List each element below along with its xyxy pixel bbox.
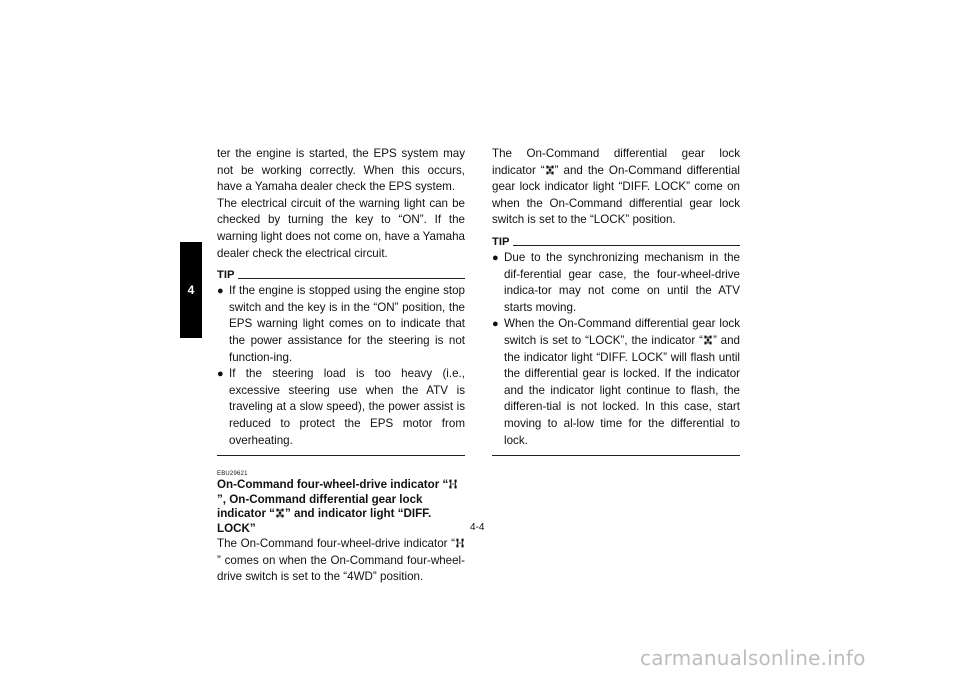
- four-wheel-drive-icon: [449, 479, 457, 489]
- heading-text: On-Command four-wheel-drive indicator “: [217, 478, 449, 492]
- tip-label: TIP: [217, 269, 235, 282]
- tip-list: [217, 283, 465, 449]
- paragraph: ter the engine is started, the EPS system may not be working correctly. When this occurs, have a Yamaha dealer check the EPS system.: [217, 147, 465, 194]
- bullet-icon: ●: [492, 318, 499, 331]
- tip-rule: [238, 278, 465, 279]
- paragraph: The electrical circuit of the warning light can be checked by turning the key to “ON”. If the warning light does not come on, have a Yamaha dealer check the electrical circuit.: [217, 196, 465, 260]
- chapter-tab: [180, 242, 202, 338]
- tip-rule: [513, 245, 740, 246]
- tip-text: ” and the indicator light “DIFF. LOCK” will flash until the differential gear is locked. If the indicator and the indicator light continue to flash, the differen-tial is not locked. In this case, start moving to al-low time for the differential to lock.: [504, 333, 740, 447]
- heading-text: ”, On-Command differential gear lock indicator “: [217, 492, 423, 521]
- page-number: 4-4: [470, 522, 485, 533]
- body-text: The On-Command four-wheel-drive indicator “: [217, 537, 455, 551]
- tip-text: If the engine is stopped using the engine stop switch and the key is in the “ON” position, the EPS warning light comes on to indicate that the power assistance for the steering is not function-ing.: [229, 284, 465, 364]
- bullet-icon: ●: [217, 285, 224, 298]
- heading-text: ” and indicator light “DIFF. LOCK”: [217, 507, 432, 535]
- tip-item: [492, 316, 740, 449]
- diff-lock-icon: [546, 165, 554, 175]
- section-code: EBU29621: [217, 471, 248, 478]
- tip-item: [217, 283, 465, 366]
- tip-header: [492, 235, 740, 250]
- diff-lock-icon: [276, 508, 284, 518]
- watermark: carmanualsonline.info: [640, 646, 866, 670]
- body-text: ” and the On-Command differential gear lock indicator light “DIFF. LOCK” come on when the On-Command differential gear lock switch is set to the “LOCK” position.: [492, 163, 741, 227]
- tip-header: [217, 268, 465, 283]
- bullet-icon: ●: [492, 251, 499, 264]
- tip-item: [492, 250, 740, 316]
- four-wheel-drive-icon: [456, 538, 464, 548]
- chapter-tab-label: 4: [187, 283, 195, 297]
- tip-item: [217, 366, 465, 449]
- paragraph: [492, 146, 740, 229]
- right-column: [492, 146, 740, 456]
- body-text: The On-Command differential gear lock indicator “: [492, 147, 740, 177]
- tip-end-rule: [217, 455, 465, 456]
- tip-label: TIP: [492, 235, 510, 248]
- body-text: ” comes on when the On-Command four-wheel-drive switch is set to the “4WD” position.: [217, 553, 465, 584]
- section-heading: [217, 478, 465, 536]
- bullet-icon: ●: [217, 368, 224, 381]
- tip-end-rule: [492, 455, 740, 456]
- tip-text: When the On-Command differential gear lock switch is set to “LOCK”, the indicator “: [504, 317, 740, 347]
- tip-text: If the steering load is too heavy (i.e., excessive steering use when the ATV is traveling at a slow speed), the power assist is reduced to protect the EPS motor from overheating.: [229, 367, 465, 447]
- paragraph: [217, 536, 465, 586]
- diff-lock-icon: [704, 335, 712, 345]
- left-column: [217, 146, 465, 586]
- tip-text: Due to the synchronizing mechanism in the dif-ferential gear case, the four-wheel-drive indica-tor may not come on until the ATV starts moving.: [504, 250, 740, 314]
- tip-list: [492, 250, 740, 449]
